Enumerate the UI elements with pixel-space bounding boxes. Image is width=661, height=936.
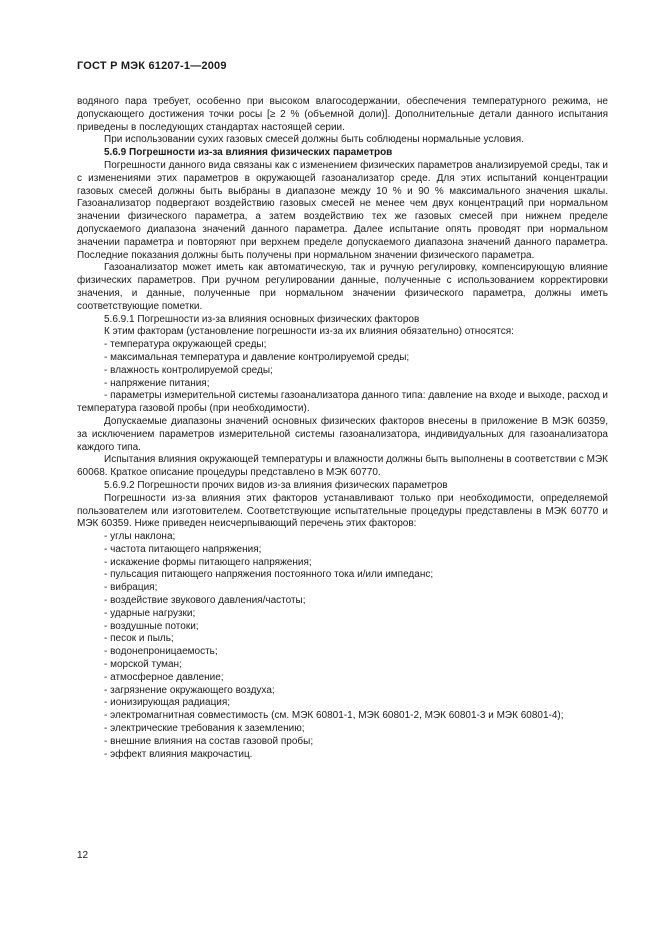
list-item: - напряжение питания; (104, 377, 210, 389)
list-item: - электрические требования к заземлению; (104, 723, 305, 735)
list-item: - атмосферное давление; (104, 671, 224, 683)
subsection-heading: 5.6.9.2 Погрешности прочих видов из-за влияния физических параметров (104, 479, 448, 491)
list-item: - ударные нагрузки; (104, 607, 196, 619)
section-heading: 5.6.9 Погрешности из-за влияния физических параметров (104, 147, 393, 159)
paragraph: Газоанализатор может иметь как автоматическую, так и ручную регулировку, компенсирующую влияние физических параметров. При ручном регулировании данные, полученные с использованием корректировки значения, и данные, полученные при нормальном значении физического параметра, должны иметь соответствующие пометки. (77, 262, 608, 312)
paragraph: водяного пара требует, особенно при высоком влагосодержании, обеспечения температурного режима, не допускающего достижения точки росы [≥ 2 % (объемной доли)]. Дополнительные детали данного испытания приведены в последующих стандартах настоящей серии. (77, 96, 608, 133)
list-item: - эффект влияния макрочастиц. (104, 748, 253, 760)
list-item: - морской туман; (104, 659, 182, 671)
list-item: - максимальная температура и давление контролируемой среды; (104, 351, 410, 363)
list-item: - внешние влияния на состав газовой пробы; (104, 735, 314, 747)
list-item: - углы наклона; (104, 531, 176, 543)
list-item: - песок и пыль; (104, 633, 174, 645)
list-item: - вибрация; (104, 582, 158, 594)
list-item: - частота питающего напряжения; (104, 543, 262, 555)
paragraph: К этим факторам (установление погрешности из-за их влияния обязательно) относятся: (104, 326, 514, 338)
list-item: - параметры измерительной системы газоанализатора данного типа: давление на входе и выходе, расход и температура газовой пробы (при необходимости). (77, 390, 608, 415)
list-item: - воздушные потоки; (104, 620, 199, 632)
paragraph: Погрешности из-за влияния этих факторов устанавливают только при необходимости, определяемой пользователем или изготовителем. Соответствующие испытательные процедуры представлены в МЭК 60770 и МЭК 60359. Ниже приведен неисчерпывающий перечень этих факторов: (77, 492, 608, 530)
paragraph: При использовании сухих газовых смесей должны быть соблюдены нормальные условия. (104, 134, 524, 146)
list-item: - загрязнение окружающего воздуха; (104, 684, 275, 696)
document-header: ГОСТ Р МЭК 61207-1—2009 (77, 60, 227, 72)
list-item: - температура окружающей среды; (104, 339, 267, 351)
list-item: - ионизирующая радиация; (104, 697, 231, 709)
list-item: - пульсация питающего напряжения постоянного тока и/или импеданс; (104, 569, 434, 581)
paragraph: Допускаемые диапазоны значений основных физических факторов внесены в приложение В МЭК 60359, за исключением параметров измерительной системы газоанализатора, индивидуальных для газоанализатора каждого типа. (77, 415, 608, 453)
paragraph: Испытания влияния окружающей температуры и влажности должны быть выполнены в соответствии с МЭК 60068. Краткое описание процедуры представлено в МЭК 60770. (77, 454, 608, 479)
subsection-heading: 5.6.9.1 Погрешности из-за влияния основных физических факторов (104, 313, 420, 325)
list-item: - электромагнитная совместимость (см. МЭК 60801-1, МЭК 60801-2, МЭК 60801-3 и МЭК 60801-4); (104, 710, 564, 722)
list-item: - воздействие звукового давления/частоты; (104, 595, 306, 607)
list-item: - искажение формы питающего напряжения; (104, 556, 312, 568)
paragraph: Погрешности данного вида связаны как с изменением физических параметров анализируемой среды, так и с изменениями этих параметров в окружающей газоанализатор среде. Для этих испытаний концентрации газовых смесей должны быть выбраны в диапазоне между 10 % и 90 % максимального значения шкалы. Газоанализатор подвергают воздействию газовых смесей не менее чем двух концентраций при нормальном значении физического параметра, а затем воздействию тех же газовых смесей при нижнем пределе допускаемого диапазона значений данного параметра. Далее испытание опять проводят при нормальном значении параметра и повторяют при верхнем пределе допускаемого диапазона значений данного параметра. Последние показания должны быть получены при нормальном значении физического параметра. (77, 159, 608, 261)
list-item: - водонепроницаемость; (104, 646, 218, 658)
page-number: 12 (77, 850, 89, 861)
document-body (77, 96, 608, 761)
list-item: - влажность контролируемой среды; (104, 364, 273, 376)
